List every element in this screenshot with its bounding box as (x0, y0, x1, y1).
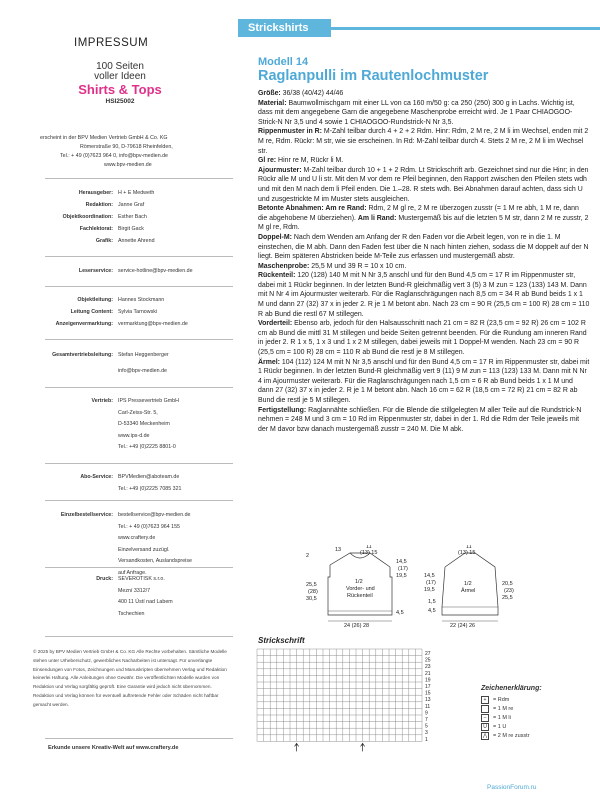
schematic-diagrams (300, 545, 600, 635)
paragraph-front: Vorderteil: Ebenso arb, jedoch für den Halsausschnitt nach 21 cm = 82 R (23,5 cm = 92 R) 26 cm = 102 R cm ab Bund die mittl 31 M stillegen und beide Seiten getrennt beenden. Für die Rundung am inneren Rand in jeder 2. R 1 x 5, 1 x 3 und 1 x 2 M stillegen, dabei jeweils mit 1 Doppel-M wenden. Nach 23 cm = 90 R (25,5 cm = 100 R) 28 cm = 110 R ab Bund die restl je 8 M stillegen. (258, 320, 587, 357)
object-value: vermarktung@bpv-medien.de (118, 321, 188, 327)
body-top-neck: 13 (335, 547, 342, 553)
sleeve-left-b2: 4,5 (428, 608, 436, 614)
paragraph-sleeve: Ärmel: 104 (112) 124 M mit N Nr 3,5 anschl und für den Bund 4,5 cm = 17 R im Rippenmuster str, dabei mit 1 Rückr beginnen. In der letzten Bund-R gleichmäßig vert 9 (11) 9 M zun = 113 (123) 133 M. Dann mit N Nr 4 im Ajourmuster weiterarb. Für die Raglanschrägungen nach 1,5 cm = 6 R ab Bund beids 1 x 1 M und dann 27 (32) 37 x in jeder 2. R je 1 M betont abn. Nach 16 cm = 62 R (18,5 cm = 72 R) 21 cm = 82 R ab Bund die restl je 5 M stillegen. (258, 358, 590, 404)
staff-value: Annette Ahrend (118, 238, 155, 244)
vertrieb-leitung-label: Gesamtvertriebsleitung: (52, 352, 113, 358)
legend-item: ⋀ = 2 M re zusstr (482, 732, 530, 739)
abo-value: BPVMedien@aboteam.de Tel.: +49 (0)2225 7085 321 (118, 474, 182, 492)
sleeve-top2: (13) 15 (458, 550, 476, 556)
legend-symbol: U (481, 723, 489, 731)
paragraph-stockinette: Gl re: Hinr re M, Rückr li M. (258, 157, 344, 165)
legend-symbol (481, 705, 489, 713)
impressum-title: IMPRESSUM (74, 37, 149, 49)
magazine-name: Shirts & Tops (78, 82, 162, 97)
model-number: Modell 14 (258, 56, 309, 68)
staff-label: Objektkoordination: (62, 214, 113, 220)
stitch-chart (255, 647, 445, 782)
paragraph-decreases: Betonte Abnahmen: Am re Rand: Rdm, 2 M gl re, 2 M re überzogen zusstr (= 1 M re abh, 1 M re, dann die abgehobene M überziehen). Am li Rand: Mustergemäß bis auf die letzten 5 M str, dann 2 M re zusstr, 2 M gl re, Rdm. (258, 205, 589, 232)
druck-label: Druck: (96, 576, 113, 582)
paragraph-material: Material: Baumwollmischgarn mit einer LL von ca 160 m/50 g: ca 250 (250) 300 g in Lachs. Wichtig ist, dass mit dem angegebene Garn die angegebene Maschenprobe erreicht wird. Je 1 Paar CHIAOGOO-Strick-N Nr 3,5 und 4 sowie 1 CHIAOGOO-Rundstrick-N Nr 3,5. (258, 99, 575, 126)
vertrieb-label: Vertrieb: (91, 398, 113, 404)
sleeve-left-b1: 1,5 (428, 599, 436, 605)
body-left-h3: 30,5 (306, 596, 317, 602)
sleeve-right2: (23) (504, 588, 514, 594)
sleeve-left3: 19,5 (424, 587, 435, 593)
paragraph-back: Rückenteil: 120 (128) 140 M mit N Nr 3,5 anschl und für den Bund 4,5 cm = 17 R im Rippenmuster str, dabei mit 1 Rückr beginnen. In der letzten Bund-R gleichmäßig vert 3 (5) 3 M zun = 123 (133) 143 M. Dann mit N Nr 4 im Ajourmuster weiterarb. Für die Raglanschrägungen nach 8,5 cm = 34 R ab Bund beids 1 x 1 M und dann 27 (32) 37 x in jeder 2. R je 1 M betont abn. Nach 23 cm = 90 R (25,5 cm = 100 R) 28 cm = 110 R ab Bund die restl 67 M stillegen. (258, 272, 590, 318)
divider (45, 567, 233, 568)
body-right-h2: (17) (398, 566, 408, 572)
divider (45, 256, 233, 257)
magazine-code: HSI25002 (105, 98, 135, 105)
vertrieb-leitung-value: Stefan Heggenberger info@bpv-medien.de (118, 352, 169, 374)
sleeve-left2: (17) (426, 580, 436, 586)
object-label: Objektleitung: (77, 297, 113, 303)
body-bottom: 24 (26) 28 (344, 623, 370, 629)
sleeve-label1: 1/2 (464, 581, 472, 587)
section-tag: Strickshirts (238, 19, 331, 37)
legend-item: – = 1 M li (481, 713, 542, 722)
legend-item: = 1 M re (481, 704, 542, 713)
chart-row-number: 23 (425, 664, 431, 671)
chart-row-number: 13 (425, 697, 431, 704)
publisher-line: www.bpv-medien.de (104, 162, 152, 168)
body-right-h3: 19,5 (396, 573, 407, 579)
chart-title: Strickschrift (258, 636, 305, 645)
chart-row-number: 5 (425, 723, 428, 730)
chart-row-number: 19 (425, 677, 431, 684)
leserservice-value[interactable]: service-hotline@bpv-medien.de (118, 268, 193, 274)
divider (45, 286, 233, 287)
chart-row-number: 9 (425, 710, 428, 717)
publisher-line: erscheint in der BPV Medien Vertrieb GmbH & Co. KG (40, 135, 168, 141)
sleeve-schematic (424, 545, 514, 629)
paragraph-double-stitch: Doppel-M: Nach dem Wenden am Anfang der R den Faden vor die Arbeit legen, von re in die 1. M einstechen, die M abh. Dann den Faden fest über die N nach hinten ziehen, sodass die M doppelt auf der N liegt. Beim späteren Abstricken beide M-Teile zus erfassen und mustergemäß abstr. (258, 233, 589, 261)
watermark: PassionForum.ru (487, 784, 537, 791)
chart-row-number: 25 (425, 657, 431, 664)
body-right-h1: 14,5 (396, 559, 407, 565)
paragraph-rib: Rippenmuster in R: M-Zahl teilbar durch 4 + 2 + 2 Rdm. Hinr: Rdm, 2 M re, 2 M li im Wechsel, enden mit 2 M re, Rdm. Rückr: M str, wie sie erscheinen. In Rd: M-Zahl teilbar durch 4. Stets 2 M re, 2 M li im Wechsel str. (258, 128, 589, 155)
staff-value: Janne Graf (118, 202, 145, 208)
divider (45, 500, 233, 501)
staff-value: H + E Medweth (118, 190, 155, 196)
staff-value: Esther Bach (118, 214, 147, 220)
legend-item: + = Rdm (481, 695, 542, 704)
sleeve-bottom: 22 (24) 26 (450, 623, 476, 629)
magazine-logo (60, 62, 180, 105)
chart-row-number: 7 (425, 717, 428, 723)
body-top-side2: (13) 15 (360, 550, 378, 556)
abo-label: Abo-Service: (80, 474, 113, 480)
instructions-body (258, 89, 590, 434)
legend-symbol: + (481, 696, 489, 704)
repeat-arrow-icon (295, 743, 299, 751)
legend-symbol: ⋀ (482, 732, 488, 739)
body-right-b1: 4,5 (396, 610, 404, 616)
body-left-h2: (28) (308, 589, 318, 595)
chart-row-number: 21 (425, 670, 431, 677)
divider (45, 178, 233, 179)
body-label2: Vorder- und (346, 586, 375, 592)
chart-row-number: 3 (425, 730, 428, 737)
body-left-small: 2 (306, 553, 310, 559)
sleeve-left1: 14,5 (424, 573, 435, 579)
legend (481, 685, 542, 740)
object-value: Sylvia Tarnowski (118, 309, 158, 315)
sleeve-right3: 25,5 (502, 595, 513, 601)
body-left-h1: 25,5 (306, 582, 317, 588)
chart-row-number: 11 (425, 703, 431, 710)
erkunde-link[interactable]: Erkunde unsere Kreativ-Welt auf www.craftery.de (48, 745, 179, 751)
legend-item: U = 1 U (481, 722, 542, 731)
legend-symbol: – (481, 714, 489, 722)
repeat-arrow-icon (361, 743, 365, 751)
magazine-line2: voller Ideen (94, 71, 146, 82)
divider (45, 339, 233, 340)
chart-row-number: 27 (425, 651, 431, 657)
legend-title: Zeichenerklärung: (481, 685, 542, 692)
leserservice-label: Leserservice: (78, 268, 113, 274)
article-title: Raglanpulli im Rautenlochmuster (258, 68, 489, 84)
staff-label: Grafik: (95, 238, 113, 244)
magazine-line1: 100 Seiten (96, 61, 144, 72)
divider (45, 387, 233, 388)
sleeve-label2: Ärmel (461, 588, 476, 594)
paragraph-gauge: Maschenprobe: 25,5 M und 39 R = 10 x 10 cm. (258, 262, 407, 270)
publisher-info (40, 134, 230, 170)
body-top-side: 11 (366, 545, 372, 550)
divider (45, 636, 233, 637)
staff-label: Herausgeber: (78, 190, 113, 196)
copyright-text: © 2025 by BPV Medien Vertrieb GmbH & Co. KG Alle Rechte vorbehalten. Sämtliche Modelle stehen unter Urheberschutz, gewerbliches Nacharbeiten ist untersagt. Für unverlangte Einsendungen von Fotos, Zeichnungen und Manuskripten übernehmen Verlag und Redaktion keinerlei Haftung. Alle Anleitungen ohne Gewähr. Die veröffentlichten Modelle wurden von Redaktion und Verlag sorgfältig geprüft. Eine Garantie wird jedoch nicht übernommen. Redaktion und Verlag können für eventuell auftretende Fehler oder Schäden nicht haftbar gemacht werden. (33, 649, 227, 707)
chart-row-number: 15 (425, 690, 431, 697)
staff-label: Redaktion: (85, 202, 113, 208)
body-label1: 1/2 (355, 579, 363, 585)
paragraph-size: Größe: 36/38 (40/42) 44/46 (258, 90, 344, 97)
einzel-label: Einzelbestellservice: (60, 512, 113, 518)
publisher-line: Tel.: + 49 (0)7623 964 0, info@bpv-medien.de (60, 153, 168, 159)
paragraph-finishing: Fertigstellung: Raglannähte schließen. Für die Blende die stillgelegten M aller Teile auf die Rundstrick-N nehmen = 248 M und 3 cm = 10 Rd im Rippenmuster str, dabei in der 1. Rd die Rdm der Teile jeweils mit der M davor bzw danach mustergemäß zusstr = 240 M. Die M abk. (258, 406, 582, 433)
sleeve-top1: 11 (466, 545, 472, 550)
vertrieb-value: IPS Pressevertrieb GmbH Carl-Zeiss-Str. 5, D-53340 Meckenheim www.ips-d.de Tel.: +49 (0)2225 8801-0 (118, 398, 179, 450)
body-schematic (306, 545, 408, 629)
body-label3: Rückenteil (347, 593, 373, 599)
einzel-value: bestellservice@bpv-medien.de Tel.: + 49 (0)7623 964 155 www.craftery.de Einzelversand zuzügl. Versandkosten, Auslandspreise auf Anfrage. (118, 512, 192, 576)
publisher-line: Römerstraße 90, D-79618 Rheinfelden, (80, 144, 173, 150)
object-label: Anzeigenvermarktung: (55, 321, 113, 327)
druck-value: SEVEROTISK s.r.o. Mezní 3312/7 400 11 Ústí nad Labem Tschechien (118, 576, 173, 617)
staff-label: Fachlektorat: (79, 226, 113, 232)
divider (45, 738, 233, 739)
section-bar (331, 27, 600, 30)
stitch-chart-svg (255, 647, 445, 777)
object-label: Leitung Content: (70, 309, 113, 315)
object-value: Hannes Stockmann (118, 297, 165, 303)
chart-row-number: 17 (425, 684, 431, 690)
paragraph-lace: Ajourmuster: M-Zahl teilbar durch 10 + 1 + 2 Rdm. Lt Strickschrift arb. Gezeichnet sind nur die Hinr; in den Rückr alle M und U li str. Mit den M vor dem re Pfeil beginnen, den Rapport zwischen den Pfeilen stets wdh und mit den M nach dem li Pfeil enden. Die 1.–28. R stets wdh. Bei Abnahmen darauf achten, dass sich U und zusgestrickte M im Muster stets ausgleichen. (258, 166, 589, 203)
impressum-column (0, 0, 236, 800)
divider (45, 463, 233, 464)
sleeve-right1: 20,5 (502, 581, 513, 587)
staff-value: Birgit Gack (118, 226, 144, 232)
chart-row-number: 1 (425, 736, 428, 743)
